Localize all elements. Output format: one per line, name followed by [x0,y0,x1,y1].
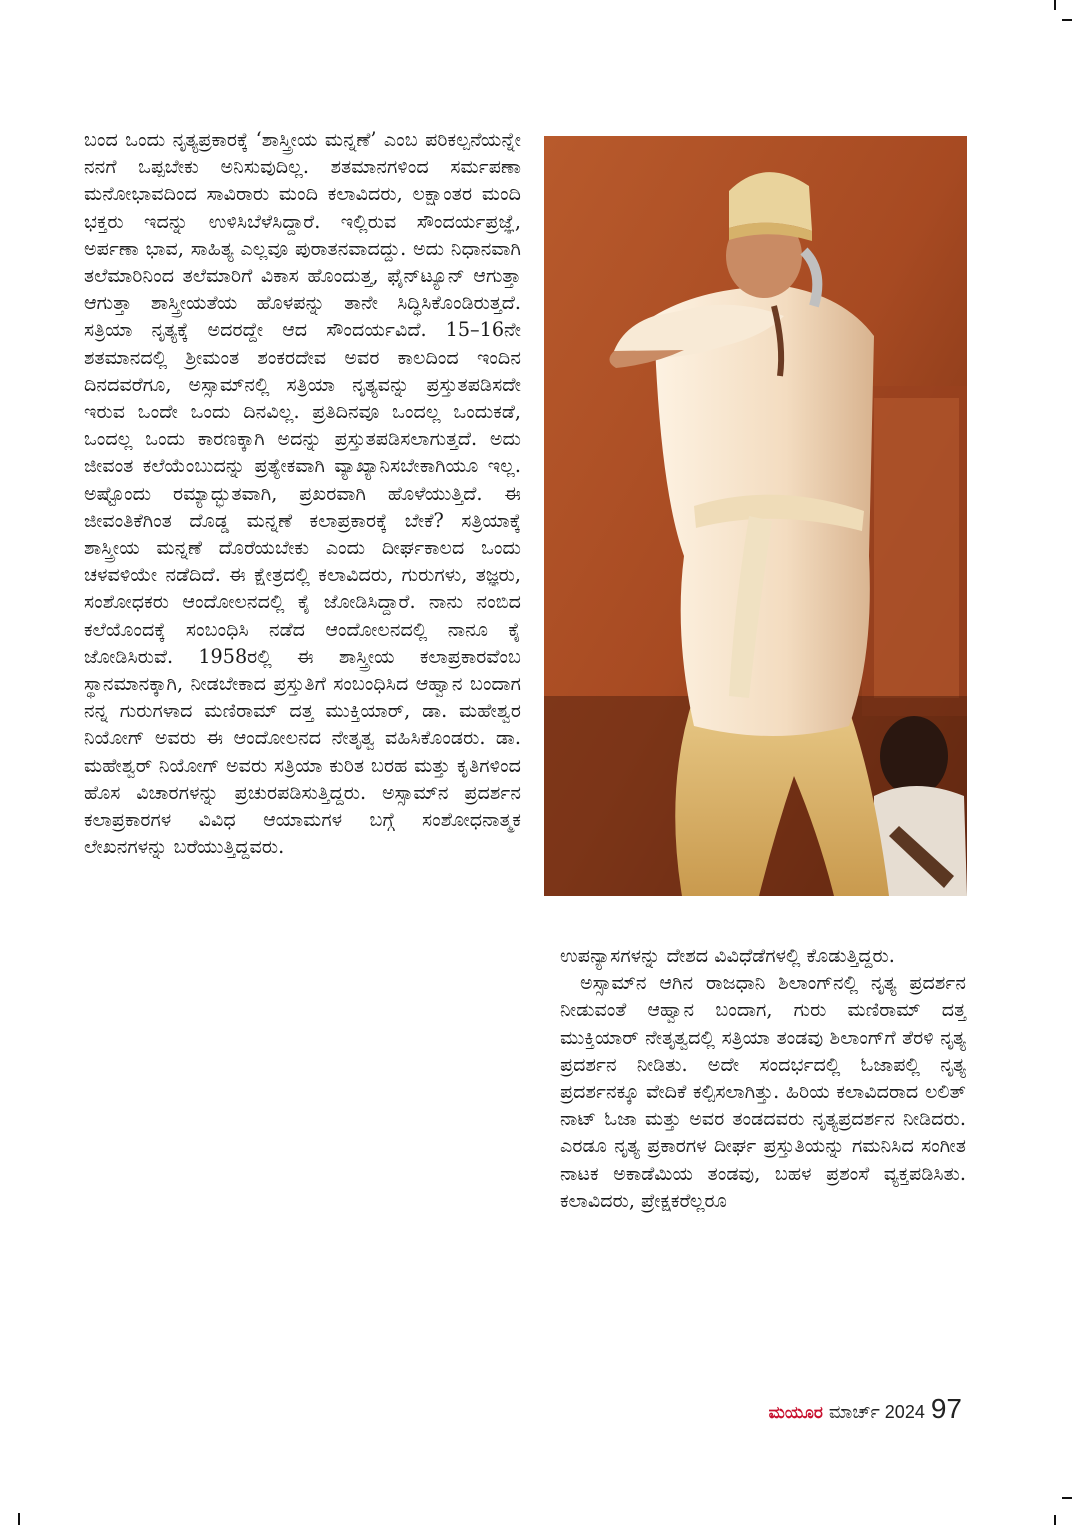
body-paragraph: ಬಂದ ಒಂದು ನೃತ್ಯಪ್ರಕಾರಕ್ಕೆ ‘ಶಾಸ್ತ್ರೀಯ ಮನ್ನಣೆ’ ಎಂಬ ಪರಿಕಲ್ಪನೆಯನ್ನೇ ನನಗೆ ಒಪ್ಪಬೇಕು ಅನಿಸುವುದಿಲ್ಲ. ಶತಮಾನಗಳಿಂದ ಸರ್ಮಪಣಾ ಮನೋಭಾವದಿಂದ ಸಾವಿರಾರು ಮಂದಿ ಕಲಾವಿದರು, ಲಕ್ಷಾಂತರ ಮಂದಿ ಭಕ್ತರು ಇದನ್ನು ಉಳಿಸಿಬೆಳೆಸಿದ್ದಾರೆ. ಇಲ್ಲಿರುವ ಸೌಂದರ್ಯಪ್ರಜ್ಞೆ, ಅರ್ಪಣಾ ಭಾವ, ಸಾಹಿತ್ಯ ಎಲ್ಲವೂ ಪುರಾತನವಾದದ್ದು. ಅದು ನಿಧಾನವಾಗಿ ತಲೆಮಾರಿನಿಂದ ತಲೆಮಾರಿಗೆ ವಿಕಾಸ ಹೊಂದುತ್ತ, ಫೈನ್‌ಟ್ಯೂನ್ ಆಗುತ್ತಾ ಆಗುತ್ತಾ ಶಾಸ್ತ್ರೀಯತೆಯ ಹೊಳಪನ್ನು ತಾನೇ ಸಿದ್ಧಿಸಿಕೊಂಡಿರುತ್ತದೆ. ಸತ್ರಿಯಾ ನೃತ್ಯಕ್ಕೆ ಅದರದ್ದೇ ಆದ ಸೌಂದರ್ಯವಿದೆ. 15–16ನೇ ಶತಮಾನದಲ್ಲಿ ಶ್ರೀಮಂತ ಶಂಕರದೇವ ಅವರ ಕಾಲದಿಂದ ಇಂದಿನ ದಿನದವರೆಗೂ, ಅಸ್ಸಾಮ್‌ನಲ್ಲಿ ಸತ್ರಿಯಾ ನೃತ್ಯವನ್ನು ಪ್ರಸ್ತುತಪಡಿಸದೇ ಇರುವ ಒಂದೇ ಒಂದು ದಿನವಿಲ್ಲ. ಪ್ರತಿದಿನವೂ ಒಂದಲ್ಲ ಒಂದುಕಡೆ, ಒಂದಲ್ಲ ಒಂದು ಕಾರಣಕ್ಕಾಗಿ ಅದನ್ನು ಪ್ರಸ್ತುತಪಡಿಸಲಾಗುತ್ತದೆ. ಅದು ಜೀವಂತ ಕಲೆಯೆಂಬುದನ್ನು ಪ್ರತ್ಯೇಕವಾಗಿ ವ್ಯಾಖ್ಯಾನಿಸಬೇಕಾಗಿಯೂ ಇಲ್ಲ. ಅಷ್ಟೊಂದು ರಮ್ಯಾದ್ಭುತವಾಗಿ, ಪ್ರಖರವಾಗಿ ಹೊಳೆಯುತ್ತಿದೆ. ಈ ಜೀವಂತಿಕೆಗಿಂತ ದೊಡ್ಡ ಮನ್ನಣೆ ಕಲಾಪ್ರಕಾರಕ್ಕೆ ಬೇಕೆ? ಸತ್ರಿಯಾಕ್ಕೆ ಶಾಸ್ತ್ರೀಯ ಮನ್ನಣೆ ದೊರೆಯಬೇಕು ಎಂದು ದೀರ್ಘಕಾಲದ ಒಂದು ಚಳವಳಿಯೇ ನಡೆದಿದೆ. ಈ ಕ್ಷೇತ್ರದಲ್ಲಿ ಕಲಾವಿದರು, ಗುರುಗಳು, ತಜ್ಞರು, ಸಂಶೋಧಕರು ಆಂದೋಲನದಲ್ಲಿ ಕೈ ಜೋಡಿಸಿದ್ದಾರೆ. ನಾನು ನಂಬಿದ ಕಲೆಯೊಂದಕ್ಕೆ ಸಂಬಂಧಿಸಿ ನಡೆದ ಆಂದೋಲನದಲ್ಲಿ ನಾನೂ ಕೈ ಜೋಡಿಸಿರುವೆ. 1958ರಲ್ಲಿ ಈ ಶಾಸ್ತ್ರೀಯ ಕಲಾಪ್ರಕಾರವೆಂಬ ಸ್ಥಾನಮಾನಕ್ಕಾಗಿ, ನೀಡಬೇಕಾದ ಪ್ರಸ್ತುತಿಗೆ ಸಂಬಂಧಿಸಿದ ಆಹ್ವಾನ ಬಂದಾಗ ನನ್ನ ಗುರುಗಳಾದ ಮಣಿರಾಮ್ ದತ್ತ ಮುಕ್ತಿಯಾರ್, ಡಾ. ಮಹೇಶ್ವರ ನಿಯೋಗ್ ಅವರು ಈ ಆಂದೋಲನದ ನೇತೃತ್ವ ವಹಿಸಿಕೊಂಡರು. ಡಾ. ಮಹೇಶ್ವರ್ ನಿಯೋಗ್ ಅವರು ಸತ್ರಿಯಾ ಕುರಿತ ಬರಹ ಮತ್ತು ಕೃತಿಗಳಿಂದ ಹೊಸ ವಿಚಾರಗಳನ್ನು ಪ್ರಚುರಪಡಿಸುತ್ತಿದ್ದರು. ಅಸ್ಸಾಮ್‌ನ ಪ್ರದರ್ಶನ ಕಲಾಪ್ರಕಾರಗಳ ವಿವಿಧ ಆಯಾಮಗಳ ಬಗ್ಗೆ ಸಂಶೋಧನಾತ್ಮಕ ಲೇಖನಗಳನ್ನು ಬರೆಯುತ್ತಿದ್ದವರು. [84,128,521,859]
right-column [560,942,966,1214]
crop-mark [1062,1497,1072,1499]
crop-mark [18,1513,20,1525]
body-paragraph: ಅಸ್ಸಾಮ್‌ನ ಆಗಿನ ರಾಜಧಾನಿ ಶಿಲಾಂಗ್‌ನಲ್ಲಿ ನೃತ್ಯ ಪ್ರದರ್ಶನ ನೀಡುವಂತೆ ಆಹ್ವಾನ ಬಂದಾಗ, ಗುರು ಮಣಿರಾಮ್ ದತ್ತ ಮುಕ್ತಿಯಾರ್ ನೇತೃತ್ವದಲ್ಲಿ ಸತ್ರಿಯಾ ತಂಡವು ಶಿಲಾಂಗ್‌ಗೆ ತೆರಳಿ ನೃತ್ಯ ಪ್ರದರ್ಶನ ನೀಡಿತು. ಅದೇ ಸಂದರ್ಭದಲ್ಲಿ ಓಜಾಪಲ್ಲಿ ನೃತ್ಯ ಪ್ರದರ್ಶನಕ್ಕೂ ವೇದಿಕೆ ಕಲ್ಪಿಸಲಾಗಿತ್ತು. ಹಿರಿಯ ಕಲಾವಿದರಾದ ಲಲಿತ್ ನಾಟ್ ಓಜಾ ಮತ್ತು ಅವರ ತಂಡದವರು ನೃತ್ಯಪ್ರದರ್ಶನ ನೀಡಿದರು. ಎರಡೂ ನೃತ್ಯ ಪ್ರಕಾರಗಳ ದೀರ್ಘ ಪ್ರಸ್ತುತಿಯನ್ನು ಗಮನಿಸಿದ ಸಂಗೀತ ನಾಟಕ ಅಕಾಡೆಮಿಯ ತಂಡವು, ಬಹಳ ಪ್ರಶಂಸೆ ವ್ಯಕ್ತಪಡಿಸಿತು. ಕಲಾವಿದರು, ಪ್ರೇಕ್ಷಕರೆಲ್ಲರೂ [560,971,966,1212]
magazine-logo: ಮಯೂರ [768,1403,823,1423]
crop-mark [1054,0,1056,10]
left-column [84,126,521,860]
crop-mark [1054,1515,1056,1525]
crop-mark [1062,19,1072,21]
body-paragraph: ಉಪನ್ಯಾಸಗಳನ್ನು ದೇಶದ ವಿವಿಧೆಡೆಗಳಲ್ಲಿ ಕೊಡುತ್ತಿದ್ದರು. [560,944,895,967]
dancer-photo-icon [544,136,967,896]
page-footer [769,1393,962,1425]
dancer-photo [544,136,967,896]
issue-date: ಮಾರ್ಚ್ 2024 [828,1402,925,1422]
page-number: 97 [930,1393,962,1424]
